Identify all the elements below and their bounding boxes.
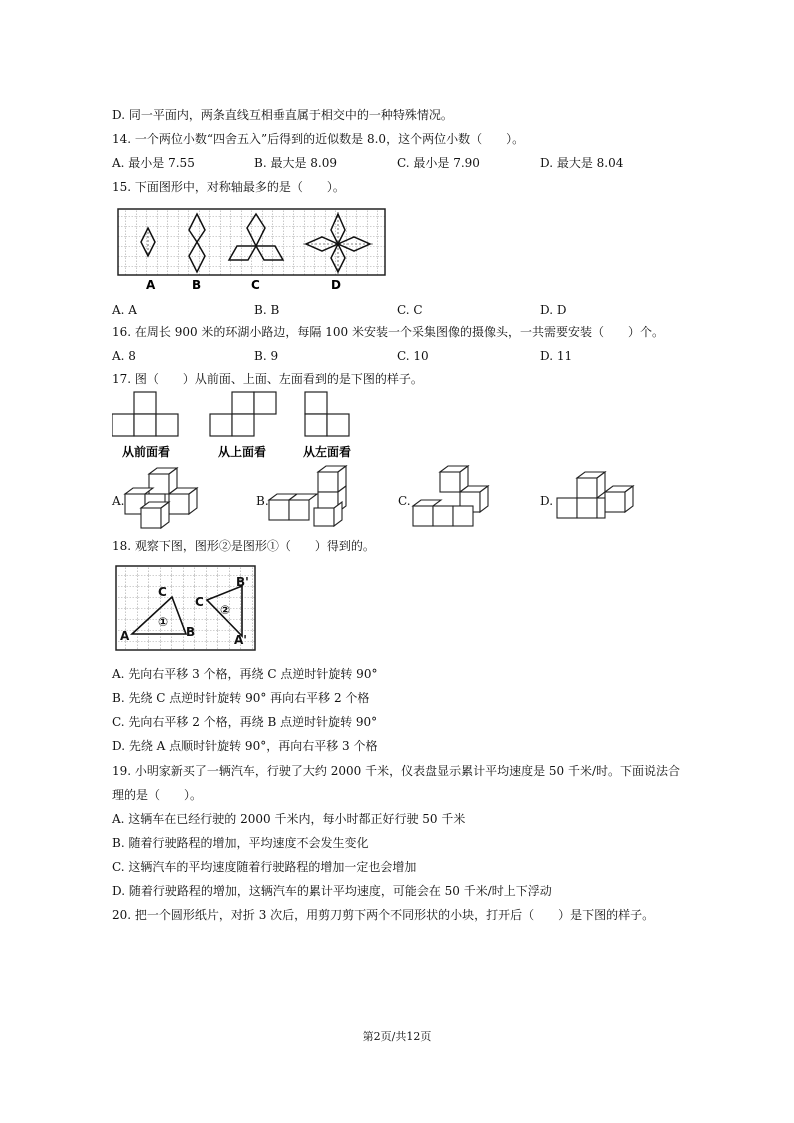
q17-views-figure [112, 390, 372, 462]
q19-stem-line1: 19. 小明家新买了一辆汽车，行驶了大约 2000 千米，仪表盘显示累计平均速度是 50 千米/时。下面说法合 [112, 764, 681, 778]
q15-option-b[interactable]: B. B [254, 303, 280, 317]
q14-option-a[interactable]: A. 最小是 7.55 [112, 156, 195, 170]
q13-option-d: D. 同一平面内，两条直线互相垂直属于相交中的一种特殊情况。 [112, 108, 453, 122]
view-front-label: 从前面看 [122, 445, 171, 459]
q14-stem: 14. 一个两位小数“四舍五入”后得到的近似数是 8.0，这个两位小数（ ）。 [112, 132, 525, 146]
q14-option-c[interactable]: C. 最小是 7.90 [397, 156, 480, 170]
q16-stem: 16. 在周长 900 米的环湖小路边，每隔 100 米安装一个采集图像的摄像头，一共需要安装（ ）个。 [112, 325, 664, 339]
q16-option-b[interactable]: B. 9 [254, 349, 279, 363]
q18-option-a[interactable]: A. 先向右平移 3 个格，再绕 C 点逆时针旋转 90° [112, 667, 378, 681]
fig-label-b: B [192, 278, 202, 292]
q17-option-c-letter[interactable]: C. [398, 494, 411, 508]
q15-symmetry-figure [115, 206, 390, 294]
q18-option-d[interactable]: D. 先绕 A 点顺时针旋转 90°，再向右平移 3 个格 [112, 739, 378, 753]
q17-cube-figure-b[interactable] [266, 464, 356, 530]
q16-option-c[interactable]: C. 10 [397, 349, 429, 363]
q19-stem-line2: 理的是（ ）。 [112, 788, 203, 802]
point-b: B [186, 625, 196, 639]
q19-option-c[interactable]: C. 这辆汽车的平均速度随着行驶路程的增加一定也会增加 [112, 860, 417, 874]
q17-cube-figure-c[interactable] [410, 464, 500, 530]
q17-option-b-letter[interactable]: B. [256, 494, 269, 508]
q14-option-d[interactable]: D. 最大是 8.04 [540, 156, 624, 170]
point-a2: A' [234, 633, 247, 647]
q17-option-a-letter[interactable]: A. [112, 494, 125, 508]
q17-stem: 17. 图（ ）从前面、上面、左面看到的是下图的样子。 [112, 372, 423, 386]
q19-option-d[interactable]: D. 随着行驶路程的增加，这辆汽车的累计平均速度，可能会在 50 千米/时上下浮动 [112, 884, 552, 898]
view-top-label: 从上面看 [218, 445, 267, 459]
fig-label-c: C [251, 278, 260, 292]
shape-2-label: ② [220, 603, 231, 617]
fig-label-a: A [146, 278, 156, 292]
q16-option-d[interactable]: D. 11 [540, 349, 573, 363]
q17-option-d-letter[interactable]: D. [540, 494, 554, 508]
q18-rotation-figure [114, 564, 259, 654]
q19-option-b[interactable]: B. 随着行驶路程的增加，平均速度不会发生变化 [112, 836, 369, 850]
fig-label-d: D [331, 278, 341, 292]
point-a: A [120, 629, 130, 643]
q17-cube-figure-a[interactable] [122, 464, 202, 530]
point-b2: B' [236, 575, 249, 589]
q17-cube-figure-d[interactable] [553, 464, 643, 530]
q18-option-c[interactable]: C. 先向右平移 2 个格，再绕 B 点逆时针旋转 90° [112, 715, 378, 729]
q15-option-d[interactable]: D. D [540, 303, 567, 317]
view-left-label: 从左面看 [303, 445, 352, 459]
q19-option-a[interactable]: A. 这辆车在已经行驶的 2000 千米内，每小时都正好行驶 50 千米 [112, 812, 466, 826]
q16-option-a[interactable]: A. 8 [112, 349, 136, 363]
page-footer: 第2页/共12页 [362, 1030, 432, 1043]
q15-option-c[interactable]: C. C [397, 303, 423, 317]
q18-stem: 18. 观察下图，图形②是图形①（ ）得到的。 [112, 539, 375, 553]
point-c2: C [195, 595, 204, 609]
shape-1-label: ① [158, 615, 169, 629]
point-c: C [158, 585, 167, 599]
q15-option-a[interactable]: A. A [112, 303, 137, 317]
q18-option-b[interactable]: B. 先绕 C 点逆时针旋转 90° 再向右平移 2 个格 [112, 691, 370, 705]
q14-option-b[interactable]: B. 最大是 8.09 [254, 156, 337, 170]
q15-stem: 15. 下面图形中，对称轴最多的是（ ）。 [112, 180, 345, 194]
q20-stem: 20. 把一个圆形纸片，对折 3 次后，用剪刀剪下两个不同形状的小块，打开后（ ）是下图的样子。 [112, 908, 655, 922]
